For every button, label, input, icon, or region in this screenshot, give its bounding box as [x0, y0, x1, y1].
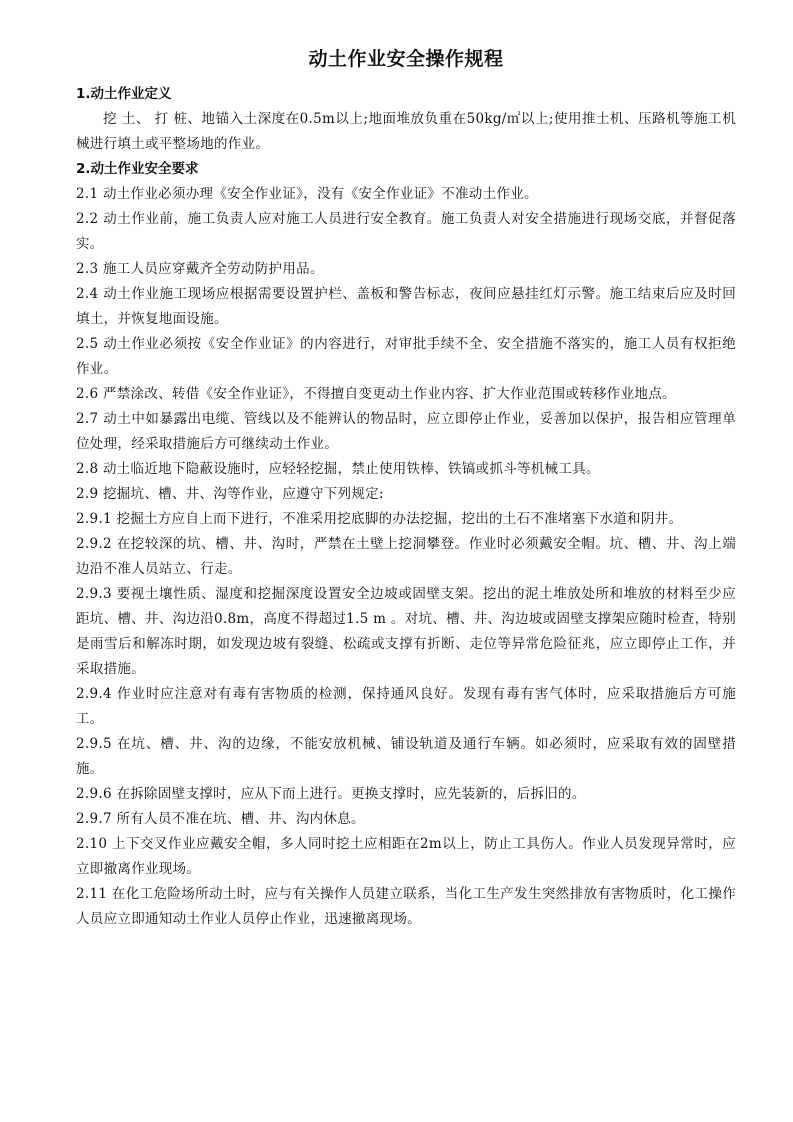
paragraph: 2.9 挖掘坑、槽、井、沟等作业，应遵守下列规定: [76, 486, 384, 502]
paragraph: 2.2 动土作业前，施工负责人应对施工人员进行安全教育。施工负责人对安全措施进行现场交底，并督促落实。 [76, 211, 736, 252]
paragraph: 2.3 施工人员应穿戴齐全劳动防护用品。 [76, 261, 324, 277]
paragraph: 2.11 在化工危险场所动土时，应与有关操作人员建立联系，当化工生产发生突然排放有害物质时，化工操作人员应立即通知动土作业人员停止作业，迅速撤离现场。 [76, 886, 736, 927]
paragraph: 2.7 动土中如暴露出电缆、管线以及不能辨认的物品时，应立即停止作业，妥善加以保护，报告相应管理单位处理，经采取措施后方可继续动土作业。 [76, 411, 736, 452]
paragraph: 2.9.1 挖掘土方应自上而下进行，不准采用挖底脚的办法挖掘，挖出的土石不准堵塞下水道和阴井。 [76, 511, 683, 527]
paragraph: 2.9.7 所有人员不准在坑、槽、井、沟内休息。 [76, 811, 365, 827]
paragraph: 2.9.6 在拆除固壁支撑时，应从下而上进行。更换支撑时，应先装新的，后拆旧的。 [76, 786, 586, 802]
paragraph: 2.9.3 要视土壤性质、湿度和挖掘深度设置安全边坡或固壁支架。挖出的泥土堆放处所和堆放的材料至少应距坑、槽、井、沟边沿0.8m，高度不得超过1.5 m 。对坑、槽、井、沟边坡或固壁支撑架应随时检查，特别是雨雪后和解冻时期，如发现边坡有裂缝、松疏或支撑有折断、走位等异常危险征兆，应立即停止工作，并采取措施。 [76, 586, 736, 677]
section-safety-requirements [76, 157, 736, 932]
section-definition [76, 82, 736, 157]
paragraph: 挖 土、 打 桩、地锚入土深度在0.5m以上;地面堆放负重在50kg/㎡以上;使用推土机、压路机等施工机械进行填土或平整场地的作业。 [76, 111, 736, 152]
paragraph: 2.9.5 在坑、槽、井、沟的边缘，不能安放机械、铺设轨道及通行车辆。如必须时，应采取有效的固壁措施。 [76, 736, 736, 777]
document-page [76, 44, 736, 932]
paragraph: 2.9.2 在挖较深的坑、槽、井、沟时，严禁在土壁上挖洞攀登。作业时必须戴安全帽。坑、槽、井、沟上端边沿不准人员站立、行走。 [76, 536, 736, 577]
paragraph: 2.5 动土作业必须按《安全作业证》的内容进行，对审批手续不全、安全措施不落实的，施工人员有权拒绝作业。 [76, 336, 736, 377]
paragraph: 2.9.4 作业时应注意对有毒有害物质的检测，保持通风良好。发现有毒有害气体时，应采取措施后方可施工。 [76, 686, 736, 727]
paragraph: 2.8 动土临近地下隐蔽设施时，应轻轻挖掘，禁止使用铁棒、铁镐或抓斗等机械工具。 [76, 461, 600, 477]
document-title: 动土作业安全操作规程 [308, 48, 504, 70]
paragraph: 2.10 上下交叉作业应戴安全帽，多人同时挖土应相距在2m以上，防止工具伤人。作业人员发现异常时，应立即撤离作业现场。 [76, 836, 736, 877]
paragraph: 2.4 动土作业施工现场应根据需要设置护栏、盖板和警告标志，夜间应悬挂红灯示警。施工结束后应及时回填土，并恢复地面设施。 [76, 286, 736, 327]
section-heading: 2.动土作业安全要求 [76, 161, 199, 177]
section-heading: 1.动土作业定义 [76, 86, 172, 102]
paragraph: 2.6 严禁涂改、转借《安全作业证》，不得擅自变更动土作业内容、扩大作业范围或转移作业地点。 [76, 386, 676, 402]
paragraph: 2.1 动土作业必须办理《安全作业证》，没有《安全作业证》不准动土作业。 [76, 186, 538, 202]
